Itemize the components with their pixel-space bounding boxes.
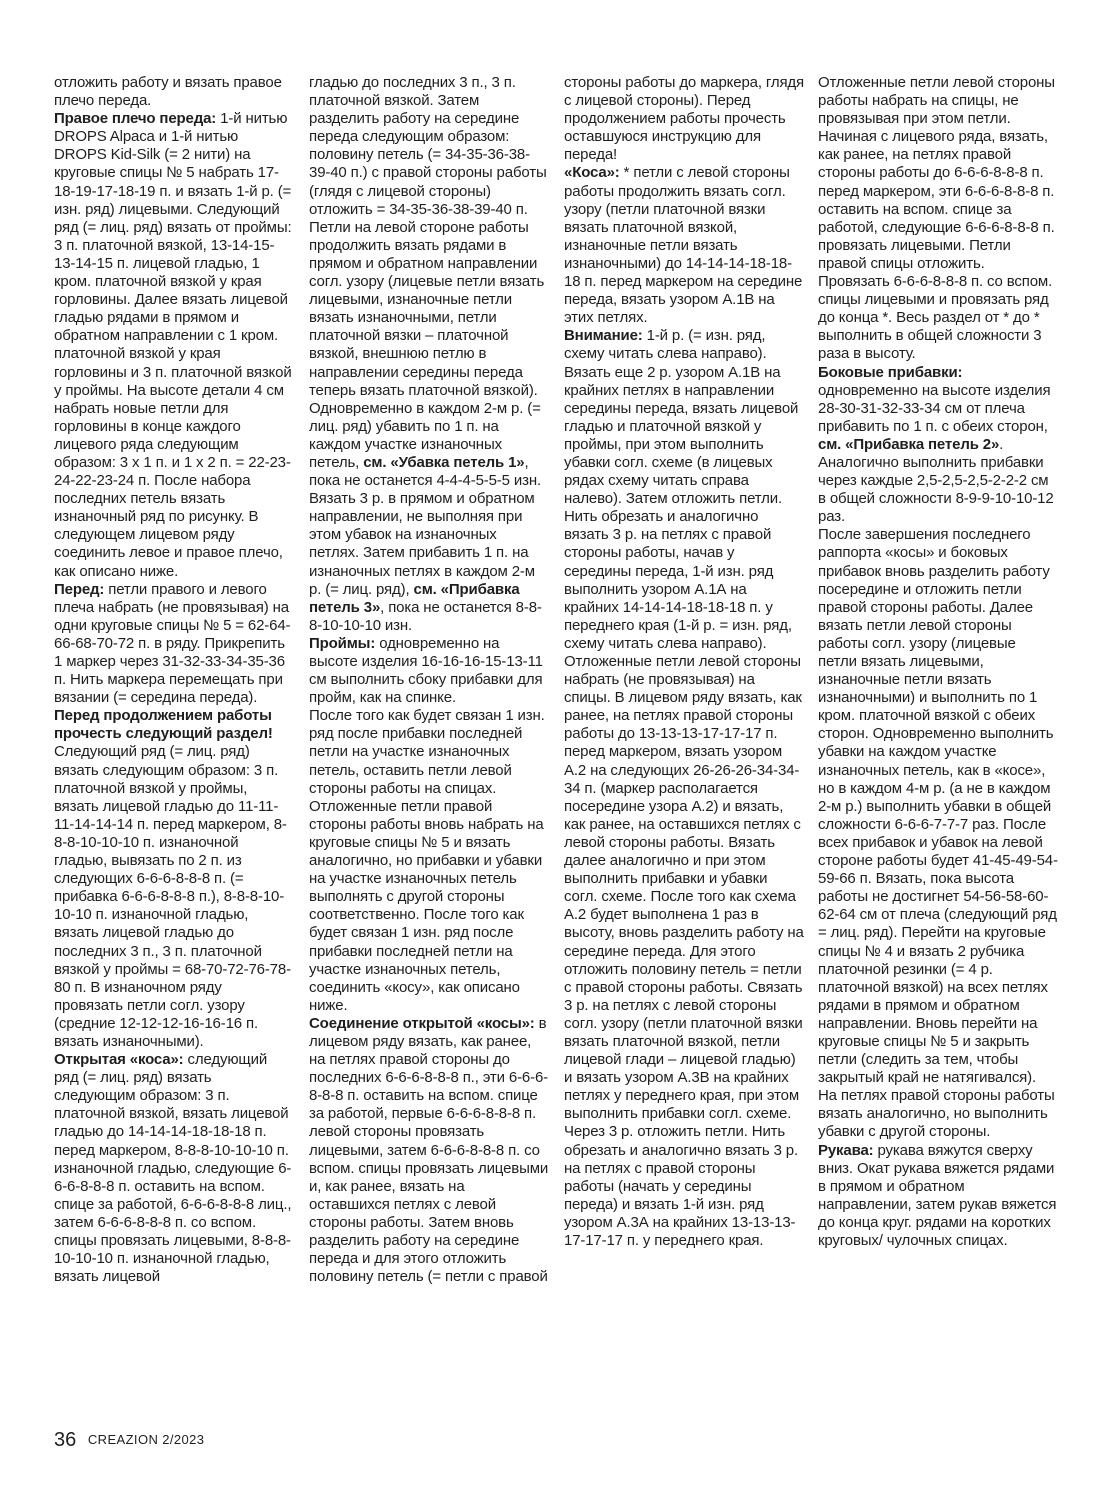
bold-heading: Внимание: — [564, 327, 643, 345]
magazine-issue: CREAZION 2/2023 — [87, 1432, 205, 1447]
bold-heading: Перед продолжением работы прочесть следующий раздел! — [54, 707, 273, 743]
body-text: После того как будет связан 1 изн. ряд после прибавки последней петли на участке изнаночных петель, оставить петли левой стороны работы на спицах. Отложенные петли правой стороны работы вновь набрать на круговые спицы № 5 и вязать аналогично, но прибавки и убавки на участке изнаночных петель выполнять с другой стороны соответственно. После того как будет связан 1 изн. ряд после прибавки последней петли на участке изнаночных петель, соединить «косу», как описано ниже. — [309, 707, 545, 1014]
bold-heading: см. «Прибавка петель 2» — [818, 435, 1000, 453]
paragraph — [54, 74, 294, 110]
body-text: гладью до последних 3 п., 3 п. платочной вязкой. Затем разделить работу на середине переда следующим образом: половину петель (= 34-35-36-38-39-40 п.) с правой стороны работы (глядя с лицевой стороны) отложить = 34-35-36-38-39-40 п. — [309, 74, 547, 218]
body-text: в лицевом ряду вязать, как ранее, на петлях правой стороны до последних 6-6-6-8-8-8 п., эти 6-6-6-8-8-8 п. оставить на вспом. спице за работой, первые 6-6-6-8-8-8 п. левой стороны провязать лицевыми, затем 6-6-6-8-8-8 п. со вспом. спицы провязать лицевыми и, как ранее, вязать на оставшихся петлях с левой стороны работы. Затем вновь разделить работу на середине переда и для этого отложить половину петель (= петли с правой — [309, 1014, 549, 1286]
body-text: * петли с левой стороны работы продолжить вязать согл. узору (петли платочной вязки вязать платочной вязкой, изнаночные петли вязать изнаночными) до 14-14-14-18-18-18 п. перед маркером на середине переда, вязать узором А.1В на этих петлях. — [564, 164, 803, 327]
bold-heading: Открытая «коса»: — [54, 1051, 184, 1069]
body-text: одновременно на высоте изделия 16-16-16-15-13-11 см выполнить сбоку прибавки для пройм, как на спинке. — [309, 634, 543, 707]
paragraph — [54, 707, 294, 743]
paragraph — [564, 164, 804, 327]
paragraph — [818, 526, 1058, 1141]
bold-heading: «Коса»: — [564, 164, 620, 182]
paragraph — [54, 581, 294, 708]
bold-heading: Боковые прибавки: — [818, 363, 963, 381]
bold-heading: Правое плечо переда: — [54, 110, 217, 128]
paragraph — [54, 1051, 294, 1286]
paragraph — [818, 1142, 1058, 1251]
paragraph — [564, 74, 804, 164]
text-column-2 — [309, 74, 549, 1286]
paragraph — [309, 635, 549, 707]
body-text: 1-й р. (= изн. ряд, схему читать слева направо). Вязать еще 2 р. узором А.1В на крайних петлях в направлении середины переда, вязать лицевой гладью и платочной вязкой у проймы, при этом выполнить убавки согл. схеме (в лицевых рядах схему читать справа налево). Затем отложить петли. Нить обрезать и аналогично вязать 3 р. на петлях с правой стороны работы, начав у середины переда, 1-й изн. ряд выполнить узором А.1А на крайних 14-14-14-18-18-18 п. у переднего края (1-й р. = изн. ряд, схему читать слева направо). — [564, 327, 799, 652]
paragraph — [564, 327, 804, 653]
paragraph — [309, 74, 549, 219]
page-number: 36 — [54, 1429, 77, 1451]
bold-heading: Перед: — [54, 580, 105, 598]
bold-heading: см. «Прибавка петель 3» — [309, 580, 520, 616]
text-column-1 — [54, 74, 294, 1286]
bold-heading: Соединение открытой «косы»: — [309, 1014, 535, 1032]
body-text: , пока не останется 4-4-4-5-5-5 изн. Вязать 3 р. в прямом и обратном направлении, не выполняя при этом убавок на изнаночных петлях. Затем прибавить 1 п. на изнаночных петлях в каждом 2-м р. (= лиц. ряд), — [309, 453, 541, 598]
body-text: Отложенные петли левой стороны набрать (не провязывая) на спицы. В лицевом ряду вязать, как ранее, на петлях правой стороны работы до 13-13-13-17-17-17 п. перед маркером, вязать узором А.2 на следующих 26-26-26-34-34-34 п. (маркер располагается посередине узора А.2) и вязать, как ранее, на оставшихся петлях с левой стороны работы. Вязать далее аналогично и при этом выполнить прибавки и убавки согл. схеме. После того как схема А.2 будет выполнена 1 раз в высоту, вновь разделить работу на середине переда. Для этого отложить половину петель = петли с правой стороны работы. Связать 3 р. на петлях с левой стороны согл. узору (петли платочной вязки вязать платочной вязкой, петли лицевой глади – лицевой гладью) и вязать узором А.3В на крайних петлях у переднего края, при этом выполнить прибавки согл. схеме. Через 3 р. отложить петли. Нить обрезать и аналогично вязать 3 р. на петлях с правой стороны работы (начать у середины переда) и вязать 1-й изн. ряд узором А.3А на крайних 13-13-13-17-17-17 п. у переднего края. — [564, 653, 804, 1249]
paragraph — [309, 1015, 549, 1286]
bold-heading: см. «Убавка петель 1» — [363, 453, 525, 471]
body-text: петли правого и левого плеча набрать (не провязывая) на одни круговые спицы № 5 = 62-64-66-68-70-72 п. в ряду. Прикрепить 1 маркер через 31-32-33-34-35-36 п. Нить маркера перемещать при вязании (= середина переда). — [54, 580, 291, 707]
paragraph — [54, 110, 294, 580]
body-text: следующий ряд (= лиц. ряд) вязать следующим образом: 3 п. платочной вязкой, вязать лицевой гладью до 14-14-14-18-18-18 п. перед маркером, 8-8-8-10-10-10 п. изнаночной гладью, следующие 6-6-6-8-8-8 п. оставить на вспом. спице за работой, 6-6-6-8-8-8 лиц., затем 6-6-6-8-8-8 п. со вспом. спицы провязать лицевыми, 8-8-8-10-10-10 п. изнаночной гладью, вязать лицевой — [54, 1051, 292, 1286]
body-text: одновременно на высоте изделия 28-30-31-32-33-34 см от плеча прибавить по 1 п. с обеих сторон, — [818, 381, 1051, 435]
body-text: стороны работы до маркера, глядя с лицевой стороны). Перед продолжением работы прочесть оставшуюся инструкцию для переда! — [564, 74, 805, 164]
body-text: 1-й нитью DROPS Alpaca и 1-й нитью DROPS Kid-Silk (= 2 нити) на круговые спицы № 5 набрать 17-18-19-17-18-19 п. и вязать 1-й р. (= изн. ряд) лицевыми. Следующий ряд (= лиц. ряд) вязать от проймы: 3 п. платочной вязкой, 13-14-15-13-14-15 п. лицевой гладью, 1 кром. платочной вязкой у края горловины. Далее вязать лицевой гладью рядами в прямом и обратном направлении с 1 кром. платочной вязкой у края горловины и 3 п. платочной вязкой у проймы. На высоте детали 4 см набрать новые петли для горловины в конце каждого лицевого ряда следующим образом: 3 х 1 п. и 1 х 2 п. = 22-23-24-22-23-24 п. После набора последних петель вязать изнаночный ряд по рисунку. В следующем лицевом ряду соединить левое и правое плечо, как описано ниже. — [54, 110, 292, 580]
paragraph — [818, 364, 1058, 527]
paragraph — [54, 743, 294, 1051]
paragraph — [818, 74, 1058, 364]
paragraph — [309, 219, 549, 635]
body-text: рукава вяжутся сверху вниз. Окат рукава вяжется рядами в прямом и обратном направлении, затем рукав вяжется до конца круг. рядами на коротких круговых/ чулочных спицах. — [818, 1141, 1057, 1249]
page-footer — [54, 1429, 204, 1452]
paragraph — [564, 653, 804, 1250]
body-text: . Аналогично выполнить прибавки через каждые 2,5-2,5-2,5-2-2-2 см в общей сложности 8-9-9-10-10-12 раз. — [818, 435, 1054, 526]
body-text: отложить работу и вязать правое плечо переда. — [54, 74, 282, 110]
body-text: Следующий ряд (= лиц. ряд) вязать следующим образом: 3 п. платочной вязкой у проймы, вязать лицевой гладью до 11-11-11-14-14-14 п. перед маркером, 8-8-8-10-10-10 п. изнаночной гладью, вывязать по 2 п. из следующих 6-6-6-8-8-8 п. (= прибавка 6-6-6-8-8-8 п.), 8-8-8-10-10-10 п. изнаночной гладью, вязать лицевой гладью до последних 3 п., 3 п. платочной вязкой у проймы = 68-70-72-76-78-80 п. В изнаночном ряду провязать петли согл. узору (средние 12-12-12-16-16-16 п. вязать изнаночными). — [54, 743, 291, 1050]
body-text: Петли на левой стороне работы продолжить вязать рядами в прямом и обратном направлении согл. узору (лицевые петли вязать лицевыми, изнаночные петли вязать изнаночными, петли платочной вязки – платочной вязкой, внешнюю петлю в направлении середины переда теперь вязать платочной вязкой). Одновременно в каждом 2-м р. (= лиц. ряд) убавить по 1 п. на каждом участке изнаночных петель, — [309, 218, 545, 471]
body-text: После завершения последнего раппорта «косы» и боковых прибавок вновь разделить работу посередине и отложить петли правой стороны работы. Далее вязать петли левой стороны работы согл. узору (лицевые петли вязать лицевыми, изнаночные петли вязать изнаночными) и выполнить по 1 кром. платочной вязкой с обеих сторон. Одновременно выполнить убавки на каждом участке изнаночных петель, как в «косе», но в каждом 4-м р. (а не в каждом 2-м р.) выполнить убавки в общей сложности 6-6-6-7-7-7 раз. После всех прибавок и убавок на левой стороне работы будет 41-45-49-54-59-66 п. Вязать, пока высота работы не достигнет 54-56-58-60-62-64 см от плеча (следующий ряд = лиц. ряд). Перейти на круговые спицы № 4 и вязать 2 рубчика платочной резинки (= 4 р. платочной вязкой) на всех петлях рядами в прямом и обратном направлении. Вновь перейти на круговые спицы № 5 и закрыть петли (следить за тем, чтобы закрытый край не натягивался). На петлях правой стороны работы вязать аналогично, но выполнить убавки с другой стороны. — [818, 526, 1058, 1141]
bold-heading: Проймы: — [309, 634, 376, 652]
paragraph — [309, 707, 549, 1015]
body-text: Отложенные петли левой стороны работы набрать на спицы, не провязывая при этом петли. Начиная с лицевого ряда, вязать, как ранее, на петлях правой стороны работы до 6-6-6-8-8-8 п. перед маркером, эти 6-6-6-8-8-8 п. оставить на вспом. спице за работой, следующие 6-6-6-8-8-8 п. провязать лицевыми. Петли правой спицы отложить. Провязать 6-6-6-8-8-8 п. со вспом. спицы лицевыми и провязать ряд до конца *. Весь раздел от * до * выполнить в общей сложности 3 раза в высоту. — [818, 74, 1055, 363]
text-column-3 — [564, 74, 804, 1250]
text-column-4 — [818, 74, 1058, 1250]
body-text: , пока не останется 8-8-8-10-10-10 изн. — [309, 598, 542, 634]
bold-heading: Рукава: — [818, 1141, 874, 1159]
